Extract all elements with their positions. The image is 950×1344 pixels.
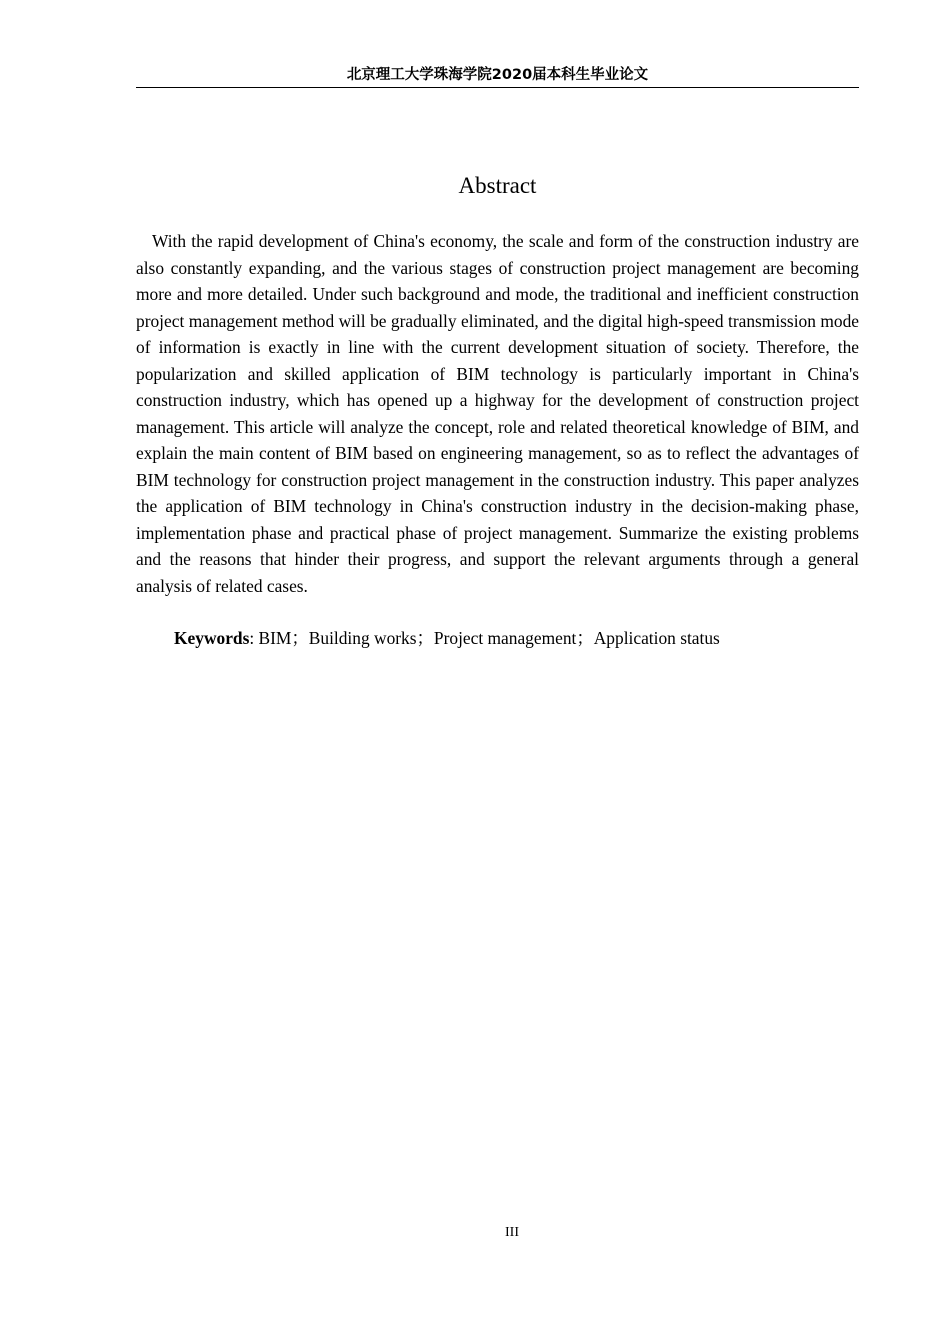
abstract-body: With the rapid development of China's economy, the scale and form of the construction industry are also constantly expanding, and the various stages of construction project management are becoming more and more detailed. Under such background and mode, the traditional and inefficient construction project management method will be gradually eliminated, and the digital high-speed transmission mode of information is exactly in line with the current development situation of society. Therefore, the popularization and skilled application of BIM technology is particularly important in China's construction industry, which has opened up a highway for the development of construction project management. This article will analyze the concept, role and related theoretical knowledge of BIM, and explain the main content of BIM based on engineering management, so as to reflect the advantages of BIM technology for construction project management in the construction industry. This paper analyzes the application of BIM technology in China's construction industry in the decision-making phase, implementation phase and practical phase of project management. Summarize the existing problems and the reasons that hinder their progress, and support the relevant arguments through a general analysis of related cases. bbox=[136, 231, 859, 596]
page-header bbox=[136, 66, 859, 88]
page-number: III bbox=[505, 1225, 519, 1240]
keywords-text: : BIM；Building works；Project management；Application status bbox=[249, 628, 720, 648]
abstract-title: Abstract bbox=[458, 173, 537, 198]
keywords-label: Keywords bbox=[174, 628, 250, 648]
running-title: 北京理工大学珠海学院2020届本科生毕业论文 bbox=[346, 67, 649, 83]
keywords-line bbox=[174, 625, 859, 652]
